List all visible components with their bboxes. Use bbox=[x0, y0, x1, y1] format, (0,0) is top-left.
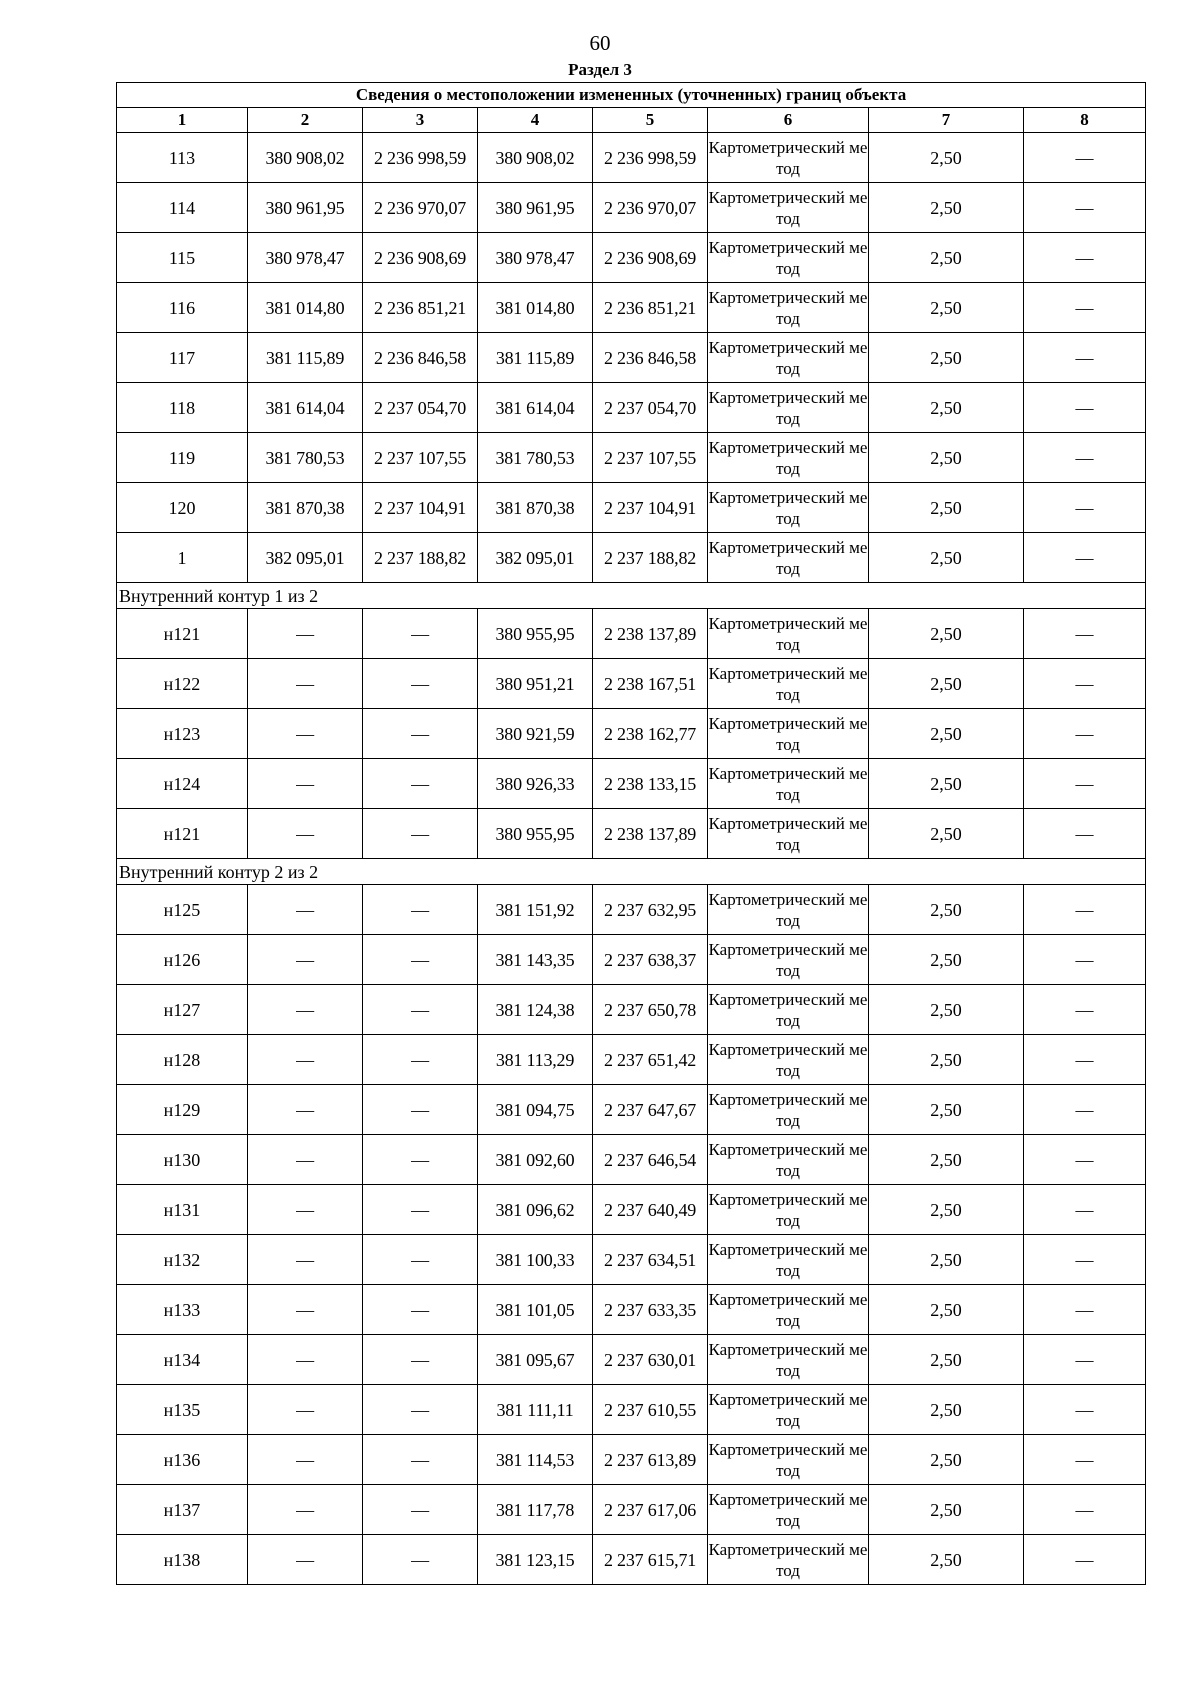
table-row bbox=[117, 1535, 1146, 1585]
new-y-cell: 2 237 104,91 bbox=[593, 483, 708, 533]
description-cell: — bbox=[1024, 709, 1146, 759]
point-number-cell: н135 bbox=[117, 1385, 248, 1435]
table-row bbox=[117, 609, 1146, 659]
new-y-cell: 2 236 846,58 bbox=[593, 333, 708, 383]
method-cell: Картометрический метод bbox=[708, 533, 869, 583]
new-x-cell: 380 978,47 bbox=[478, 233, 593, 283]
old-x-cell: — bbox=[248, 1185, 363, 1235]
description-cell: — bbox=[1024, 1435, 1146, 1485]
old-x-cell: — bbox=[248, 1535, 363, 1585]
point-number-cell: н133 bbox=[117, 1285, 248, 1335]
old-y-cell: 2 236 846,58 bbox=[363, 333, 478, 383]
new-x-cell: 380 951,21 bbox=[478, 659, 593, 709]
point-number-cell: н129 bbox=[117, 1085, 248, 1135]
new-y-cell: 2 237 634,51 bbox=[593, 1235, 708, 1285]
description-cell: — bbox=[1024, 809, 1146, 859]
point-number-cell: н134 bbox=[117, 1335, 248, 1385]
method-cell: Картометрический метод bbox=[708, 1485, 869, 1535]
point-number-cell: н124 bbox=[117, 759, 248, 809]
old-y-cell: — bbox=[363, 1385, 478, 1435]
column-number: 3 bbox=[363, 108, 478, 133]
old-x-cell: — bbox=[248, 1385, 363, 1435]
new-y-cell: 2 237 647,67 bbox=[593, 1085, 708, 1135]
method-cell: Картометрический метод bbox=[708, 133, 869, 183]
method-cell: Картометрический метод bbox=[708, 333, 869, 383]
table-row bbox=[117, 1135, 1146, 1185]
accuracy-cell: 2,50 bbox=[869, 1235, 1024, 1285]
description-cell: — bbox=[1024, 283, 1146, 333]
table-row bbox=[117, 1035, 1146, 1085]
new-y-cell: 2 238 133,15 bbox=[593, 759, 708, 809]
accuracy-cell: 2,50 bbox=[869, 985, 1024, 1035]
new-x-cell: 381 123,15 bbox=[478, 1535, 593, 1585]
old-y-cell: 2 237 104,91 bbox=[363, 483, 478, 533]
old-x-cell: — bbox=[248, 709, 363, 759]
old-x-cell: — bbox=[248, 1435, 363, 1485]
column-number: 8 bbox=[1024, 108, 1146, 133]
column-number: 1 bbox=[117, 108, 248, 133]
description-cell: — bbox=[1024, 1285, 1146, 1335]
new-x-cell: 381 115,89 bbox=[478, 333, 593, 383]
new-y-cell: 2 237 617,06 bbox=[593, 1485, 708, 1535]
contour-heading-row bbox=[117, 583, 1146, 609]
accuracy-cell: 2,50 bbox=[869, 1185, 1024, 1235]
point-number-cell: н132 bbox=[117, 1235, 248, 1285]
new-x-cell: 381 114,53 bbox=[478, 1435, 593, 1485]
old-y-cell: — bbox=[363, 985, 478, 1035]
table-row bbox=[117, 1085, 1146, 1135]
method-cell: Картометрический метод bbox=[708, 1535, 869, 1585]
old-y-cell: 2 236 970,07 bbox=[363, 183, 478, 233]
method-cell: Картометрический метод bbox=[708, 709, 869, 759]
new-y-cell: 2 237 650,78 bbox=[593, 985, 708, 1035]
description-cell: — bbox=[1024, 1385, 1146, 1435]
new-x-cell: 381 100,33 bbox=[478, 1235, 593, 1285]
new-x-cell: 380 921,59 bbox=[478, 709, 593, 759]
old-y-cell: — bbox=[363, 1285, 478, 1335]
table-row bbox=[117, 1485, 1146, 1535]
method-cell: Картометрический метод bbox=[708, 885, 869, 935]
table-row bbox=[117, 133, 1146, 183]
old-y-cell: 2 236 908,69 bbox=[363, 233, 478, 283]
method-cell: Картометрический метод bbox=[708, 1185, 869, 1235]
point-number-cell: 116 bbox=[117, 283, 248, 333]
accuracy-cell: 2,50 bbox=[869, 1485, 1024, 1535]
table-row bbox=[117, 433, 1146, 483]
description-cell: — bbox=[1024, 1535, 1146, 1585]
accuracy-cell: 2,50 bbox=[869, 283, 1024, 333]
table-body bbox=[117, 83, 1146, 1585]
old-x-cell: — bbox=[248, 809, 363, 859]
method-cell: Картометрический метод bbox=[708, 1335, 869, 1385]
table-row bbox=[117, 183, 1146, 233]
new-x-cell: 381 094,75 bbox=[478, 1085, 593, 1135]
old-x-cell: — bbox=[248, 1085, 363, 1135]
method-cell: Картометрический метод bbox=[708, 1385, 869, 1435]
table-row bbox=[117, 1285, 1146, 1335]
old-x-cell: 381 870,38 bbox=[248, 483, 363, 533]
new-x-cell: 380 955,95 bbox=[478, 809, 593, 859]
new-x-cell: 381 117,78 bbox=[478, 1485, 593, 1535]
accuracy-cell: 2,50 bbox=[869, 333, 1024, 383]
method-cell: Картометрический метод bbox=[708, 1435, 869, 1485]
old-y-cell: — bbox=[363, 1135, 478, 1185]
new-x-cell: 381 870,38 bbox=[478, 483, 593, 533]
table-row bbox=[117, 283, 1146, 333]
point-number-cell: н136 bbox=[117, 1435, 248, 1485]
new-y-cell: 2 238 167,51 bbox=[593, 659, 708, 709]
new-x-cell: 381 780,53 bbox=[478, 433, 593, 483]
table-row bbox=[117, 759, 1146, 809]
table-caption: Сведения о местоположении измененных (уточненных) границ объекта bbox=[117, 83, 1146, 108]
old-y-cell: — bbox=[363, 809, 478, 859]
accuracy-cell: 2,50 bbox=[869, 1385, 1024, 1435]
description-cell: — bbox=[1024, 233, 1146, 283]
accuracy-cell: 2,50 bbox=[869, 1085, 1024, 1135]
description-cell: — bbox=[1024, 1235, 1146, 1285]
accuracy-cell: 2,50 bbox=[869, 1535, 1024, 1585]
table-row bbox=[117, 483, 1146, 533]
description-cell: — bbox=[1024, 383, 1146, 433]
point-number-cell: 120 bbox=[117, 483, 248, 533]
accuracy-cell: 2,50 bbox=[869, 659, 1024, 709]
accuracy-cell: 2,50 bbox=[869, 233, 1024, 283]
new-y-cell: 2 237 613,89 bbox=[593, 1435, 708, 1485]
new-x-cell: 380 961,95 bbox=[478, 183, 593, 233]
accuracy-cell: 2,50 bbox=[869, 709, 1024, 759]
new-y-cell: 2 236 998,59 bbox=[593, 133, 708, 183]
new-y-cell: 2 237 651,42 bbox=[593, 1035, 708, 1085]
description-cell: — bbox=[1024, 483, 1146, 533]
method-cell: Картометрический метод bbox=[708, 1035, 869, 1085]
old-y-cell: — bbox=[363, 709, 478, 759]
method-cell: Картометрический метод bbox=[708, 383, 869, 433]
point-number-cell: н122 bbox=[117, 659, 248, 709]
page-number: 60 bbox=[589, 31, 611, 55]
new-x-cell: 381 151,92 bbox=[478, 885, 593, 935]
accuracy-cell: 2,50 bbox=[869, 885, 1024, 935]
old-y-cell: — bbox=[363, 1435, 478, 1485]
point-number-cell: н138 bbox=[117, 1535, 248, 1585]
description-cell: — bbox=[1024, 1135, 1146, 1185]
point-number-cell: н123 bbox=[117, 709, 248, 759]
old-x-cell: 381 780,53 bbox=[248, 433, 363, 483]
old-y-cell: 2 237 107,55 bbox=[363, 433, 478, 483]
new-y-cell: 2 237 188,82 bbox=[593, 533, 708, 583]
accuracy-cell: 2,50 bbox=[869, 1035, 1024, 1085]
old-x-cell: 381 614,04 bbox=[248, 383, 363, 433]
old-x-cell: — bbox=[248, 1335, 363, 1385]
old-x-cell: 382 095,01 bbox=[248, 533, 363, 583]
point-number-cell: 119 bbox=[117, 433, 248, 483]
new-y-cell: 2 238 137,89 bbox=[593, 609, 708, 659]
old-y-cell: — bbox=[363, 885, 478, 935]
description-cell: — bbox=[1024, 659, 1146, 709]
description-cell: — bbox=[1024, 885, 1146, 935]
new-y-cell: 2 237 107,55 bbox=[593, 433, 708, 483]
old-x-cell: 381 115,89 bbox=[248, 333, 363, 383]
table-row bbox=[117, 985, 1146, 1035]
description-cell: — bbox=[1024, 533, 1146, 583]
accuracy-cell: 2,50 bbox=[869, 935, 1024, 985]
point-number-cell: 117 bbox=[117, 333, 248, 383]
new-x-cell: 381 014,80 bbox=[478, 283, 593, 333]
new-y-cell: 2 237 615,71 bbox=[593, 1535, 708, 1585]
method-cell: Картометрический метод bbox=[708, 483, 869, 533]
description-cell: — bbox=[1024, 333, 1146, 383]
table-row bbox=[117, 709, 1146, 759]
new-x-cell: 381 614,04 bbox=[478, 383, 593, 433]
method-cell: Картометрический метод bbox=[708, 283, 869, 333]
accuracy-cell: 2,50 bbox=[869, 609, 1024, 659]
table-row bbox=[117, 1385, 1146, 1435]
table-row bbox=[117, 1185, 1146, 1235]
point-number-cell: н126 bbox=[117, 935, 248, 985]
new-x-cell: 381 143,35 bbox=[478, 935, 593, 985]
point-number-cell: н127 bbox=[117, 985, 248, 1035]
old-y-cell: 2 237 054,70 bbox=[363, 383, 478, 433]
new-x-cell: 381 096,62 bbox=[478, 1185, 593, 1235]
old-y-cell: 2 237 188,82 bbox=[363, 533, 478, 583]
section-title: Раздел 3 bbox=[568, 60, 632, 79]
old-x-cell: — bbox=[248, 885, 363, 935]
old-x-cell: — bbox=[248, 935, 363, 985]
old-x-cell: — bbox=[248, 1285, 363, 1335]
old-x-cell: — bbox=[248, 659, 363, 709]
old-y-cell: — bbox=[363, 1185, 478, 1235]
description-cell: — bbox=[1024, 759, 1146, 809]
new-y-cell: 2 236 908,69 bbox=[593, 233, 708, 283]
new-y-cell: 2 237 638,37 bbox=[593, 935, 708, 985]
old-x-cell: — bbox=[248, 1135, 363, 1185]
point-number-cell: 1 bbox=[117, 533, 248, 583]
old-y-cell: 2 236 998,59 bbox=[363, 133, 478, 183]
table-row bbox=[117, 233, 1146, 283]
table-row bbox=[117, 1435, 1146, 1485]
method-cell: Картометрический метод bbox=[708, 1235, 869, 1285]
column-number: 2 bbox=[248, 108, 363, 133]
description-cell: — bbox=[1024, 609, 1146, 659]
new-x-cell: 380 926,33 bbox=[478, 759, 593, 809]
accuracy-cell: 2,50 bbox=[869, 533, 1024, 583]
old-x-cell: — bbox=[248, 1235, 363, 1285]
new-y-cell: 2 237 632,95 bbox=[593, 885, 708, 935]
column-number: 4 bbox=[478, 108, 593, 133]
table-row bbox=[117, 935, 1146, 985]
new-y-cell: 2 237 630,01 bbox=[593, 1335, 708, 1385]
new-x-cell: 382 095,01 bbox=[478, 533, 593, 583]
old-x-cell: 380 908,02 bbox=[248, 133, 363, 183]
accuracy-cell: 2,50 bbox=[869, 483, 1024, 533]
table-caption-row bbox=[117, 83, 1146, 108]
method-cell: Картометрический метод bbox=[708, 609, 869, 659]
description-cell: — bbox=[1024, 935, 1146, 985]
boundary-coordinates-table bbox=[116, 82, 1146, 1585]
description-cell: — bbox=[1024, 433, 1146, 483]
method-cell: Картометрический метод bbox=[708, 659, 869, 709]
old-y-cell: 2 236 851,21 bbox=[363, 283, 478, 333]
table-row bbox=[117, 809, 1146, 859]
accuracy-cell: 2,50 bbox=[869, 383, 1024, 433]
accuracy-cell: 2,50 bbox=[869, 809, 1024, 859]
point-number-cell: 118 bbox=[117, 383, 248, 433]
method-cell: Картометрический метод bbox=[708, 935, 869, 985]
old-y-cell: — bbox=[363, 1235, 478, 1285]
table-row bbox=[117, 383, 1146, 433]
accuracy-cell: 2,50 bbox=[869, 1285, 1024, 1335]
new-y-cell: 2 237 640,49 bbox=[593, 1185, 708, 1235]
old-y-cell: — bbox=[363, 609, 478, 659]
method-cell: Картометрический метод bbox=[708, 985, 869, 1035]
method-cell: Картометрический метод bbox=[708, 809, 869, 859]
column-number: 6 bbox=[708, 108, 869, 133]
point-number-cell: н128 bbox=[117, 1035, 248, 1085]
point-number-cell: н130 bbox=[117, 1135, 248, 1185]
method-cell: Картометрический метод bbox=[708, 433, 869, 483]
new-x-cell: 380 955,95 bbox=[478, 609, 593, 659]
method-cell: Картометрический метод bbox=[708, 759, 869, 809]
method-cell: Картометрический метод bbox=[708, 233, 869, 283]
point-number-cell: 113 bbox=[117, 133, 248, 183]
column-number-row bbox=[117, 108, 1146, 133]
new-x-cell: 380 908,02 bbox=[478, 133, 593, 183]
contour-heading: Внутренний контур 1 из 2 bbox=[117, 583, 1146, 609]
new-x-cell: 381 095,67 bbox=[478, 1335, 593, 1385]
old-y-cell: — bbox=[363, 1335, 478, 1385]
old-y-cell: — bbox=[363, 935, 478, 985]
new-x-cell: 381 092,60 bbox=[478, 1135, 593, 1185]
new-x-cell: 381 124,38 bbox=[478, 985, 593, 1035]
column-number: 5 bbox=[593, 108, 708, 133]
accuracy-cell: 2,50 bbox=[869, 183, 1024, 233]
new-y-cell: 2 237 610,55 bbox=[593, 1385, 708, 1435]
point-number-cell: 115 bbox=[117, 233, 248, 283]
old-x-cell: — bbox=[248, 759, 363, 809]
description-cell: — bbox=[1024, 1185, 1146, 1235]
old-y-cell: — bbox=[363, 1485, 478, 1535]
new-y-cell: 2 236 970,07 bbox=[593, 183, 708, 233]
accuracy-cell: 2,50 bbox=[869, 1435, 1024, 1485]
new-x-cell: 381 113,29 bbox=[478, 1035, 593, 1085]
new-y-cell: 2 237 646,54 bbox=[593, 1135, 708, 1185]
point-number-cell: н131 bbox=[117, 1185, 248, 1235]
description-cell: — bbox=[1024, 183, 1146, 233]
description-cell: — bbox=[1024, 1085, 1146, 1135]
old-x-cell: — bbox=[248, 1035, 363, 1085]
new-y-cell: 2 238 162,77 bbox=[593, 709, 708, 759]
column-number: 7 bbox=[869, 108, 1024, 133]
table-row bbox=[117, 333, 1146, 383]
new-x-cell: 381 101,05 bbox=[478, 1285, 593, 1335]
old-x-cell: 380 961,95 bbox=[248, 183, 363, 233]
old-x-cell: — bbox=[248, 609, 363, 659]
method-cell: Картометрический метод bbox=[708, 183, 869, 233]
old-x-cell: 380 978,47 bbox=[248, 233, 363, 283]
table-row bbox=[117, 659, 1146, 709]
table-row bbox=[117, 1335, 1146, 1385]
description-cell: — bbox=[1024, 1335, 1146, 1385]
accuracy-cell: 2,50 bbox=[869, 1335, 1024, 1385]
point-number-cell: н125 bbox=[117, 885, 248, 935]
old-y-cell: — bbox=[363, 759, 478, 809]
accuracy-cell: 2,50 bbox=[869, 1135, 1024, 1185]
old-x-cell: — bbox=[248, 985, 363, 1035]
old-x-cell: 381 014,80 bbox=[248, 283, 363, 333]
contour-heading: Внутренний контур 2 из 2 bbox=[117, 859, 1146, 885]
description-cell: — bbox=[1024, 1035, 1146, 1085]
table-row bbox=[117, 533, 1146, 583]
method-cell: Картометрический метод bbox=[708, 1085, 869, 1135]
table-row bbox=[117, 1235, 1146, 1285]
accuracy-cell: 2,50 bbox=[869, 759, 1024, 809]
description-cell: — bbox=[1024, 133, 1146, 183]
new-y-cell: 2 237 633,35 bbox=[593, 1285, 708, 1335]
table-row bbox=[117, 885, 1146, 935]
description-cell: — bbox=[1024, 1485, 1146, 1535]
old-x-cell: — bbox=[248, 1485, 363, 1535]
point-number-cell: н121 bbox=[117, 609, 248, 659]
method-cell: Картометрический метод bbox=[708, 1135, 869, 1185]
old-y-cell: — bbox=[363, 1085, 478, 1135]
point-number-cell: н121 bbox=[117, 809, 248, 859]
new-y-cell: 2 236 851,21 bbox=[593, 283, 708, 333]
point-number-cell: 114 bbox=[117, 183, 248, 233]
new-y-cell: 2 237 054,70 bbox=[593, 383, 708, 433]
new-x-cell: 381 111,11 bbox=[478, 1385, 593, 1435]
description-cell: — bbox=[1024, 985, 1146, 1035]
contour-heading-row bbox=[117, 859, 1146, 885]
new-y-cell: 2 238 137,89 bbox=[593, 809, 708, 859]
accuracy-cell: 2,50 bbox=[869, 133, 1024, 183]
old-y-cell: — bbox=[363, 1035, 478, 1085]
method-cell: Картометрический метод bbox=[708, 1285, 869, 1335]
old-y-cell: — bbox=[363, 659, 478, 709]
accuracy-cell: 2,50 bbox=[869, 433, 1024, 483]
point-number-cell: н137 bbox=[117, 1485, 248, 1535]
old-y-cell: — bbox=[363, 1535, 478, 1585]
